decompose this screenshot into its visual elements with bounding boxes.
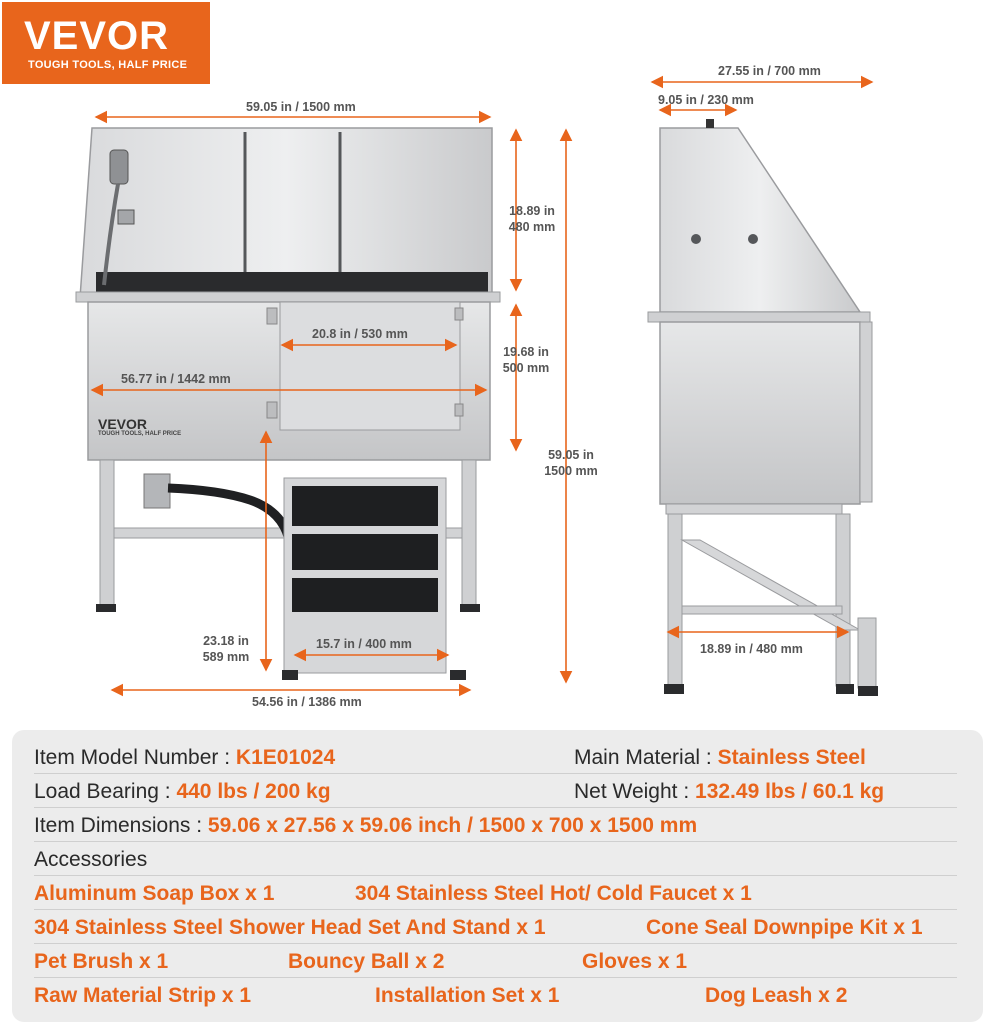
dim-total-height — [538, 448, 604, 479]
dim-front-inner-width: 56.77 in / 1442 mm — [121, 372, 231, 386]
dim-side-depth: 27.55 in / 700 mm — [718, 64, 821, 78]
spec-material-value: Stainless Steel — [717, 746, 866, 769]
spec-weight-value: 132.49 lbs / 60.1 kg — [695, 780, 885, 803]
dim-leg-height — [196, 634, 256, 665]
dim-leg-height-in: 23.18 in — [203, 634, 249, 648]
side-view-tub — [648, 119, 878, 696]
spec-dimensions-value: 59.06 x 27.56 x 59.06 inch / 1500 x 700 x 1500 mm — [207, 814, 698, 837]
accessory-item: Aluminum Soap Box x 1 — [34, 882, 275, 905]
accessories-title: Accessories — [34, 848, 148, 871]
spec-material: Main Material : Stainless Steel — [574, 746, 866, 769]
accessory-item: Pet Brush x 1 — [34, 950, 169, 973]
spec-material-key: Main Material — [574, 746, 701, 769]
dim-cabinet-height-mm: 500 mm — [502, 360, 550, 375]
dim-total-height-in: 59.05 in — [548, 448, 594, 462]
spec-dimensions-key: Item Dimensions — [34, 814, 191, 837]
spec-dimensions: Item Dimensions : 59.06 x 27.56 x 59.06 inch / 1500 x 700 x 1500 mm — [34, 814, 698, 837]
dim-side-stair-depth: 18.89 in / 480 mm — [700, 642, 803, 656]
accessory-item: Dog Leash x 2 — [705, 984, 848, 1007]
spec-load: Load Bearing : 440 lbs / 200 kg — [34, 780, 331, 803]
dim-cabinet-height-in: 19.68 in — [503, 345, 549, 359]
spec-row-model — [34, 740, 957, 774]
dim-tub-wall-height-mm: 480 mm — [508, 219, 556, 234]
spec-panel — [12, 730, 983, 1022]
logo-brand: VEVOR — [24, 14, 170, 58]
spec-row-load — [34, 774, 957, 808]
accessories-row-2 — [34, 910, 957, 944]
spec-row-accessories-title — [34, 842, 957, 876]
spec-weight-key: Net Weight — [574, 780, 678, 803]
spec-load-value: 440 lbs / 200 kg — [176, 780, 331, 803]
tub-brand-tagline: TOUGH TOOLS, HALF PRICE — [98, 431, 182, 437]
tub-brand-mark: VEVOR — [98, 416, 148, 432]
accessory-item: Cone Seal Downpipe Kit x 1 — [646, 916, 923, 939]
spec-model-key: Item Model Number — [34, 746, 219, 769]
accessory-item: Gloves x 1 — [582, 950, 688, 973]
dim-door-width: 20.8 in / 530 mm — [312, 327, 408, 341]
logo-tagline: TOUGH TOOLS, HALF PRICE — [28, 59, 188, 71]
dim-stair-width: 15.7 in / 400 mm — [316, 637, 412, 651]
spec-load-key: Load Bearing — [34, 780, 159, 803]
dim-cabinet-height — [496, 345, 556, 376]
dim-base-width: 54.56 in / 1386 mm — [252, 695, 362, 709]
accessories-row-4 — [34, 978, 957, 1012]
dim-tub-wall-height — [502, 204, 562, 235]
front-view-tub — [76, 128, 500, 680]
spec-model-value: K1E01024 — [235, 746, 336, 769]
dim-tub-wall-height-in: 18.89 in — [509, 204, 555, 218]
dim-leg-height-mm: 589 mm — [202, 649, 250, 664]
accessories-row-3 — [34, 944, 957, 978]
dim-front-width-top: 59.05 in / 1500 mm — [246, 100, 356, 114]
accessory-item: Bouncy Ball x 2 — [288, 950, 445, 973]
accessory-item: Installation Set x 1 — [375, 984, 560, 1007]
spec-row-dimensions — [34, 808, 957, 842]
accessory-item: 304 Stainless Steel Shower Head Set And Stand x 1 — [34, 916, 546, 939]
dim-total-height-mm: 1500 mm — [544, 463, 598, 478]
accessory-item: Raw Material Strip x 1 — [34, 984, 252, 1007]
accessory-item: 304 Stainless Steel Hot/ Cold Faucet x 1 — [355, 882, 752, 905]
dim-side-back-depth: 9.05 in / 230 mm — [658, 93, 754, 107]
spec-weight: Net Weight : 132.49 lbs / 60.1 kg — [574, 780, 885, 803]
spec-model: Item Model Number : K1E01024 — [34, 746, 336, 769]
accessories-row-1 — [34, 876, 957, 910]
